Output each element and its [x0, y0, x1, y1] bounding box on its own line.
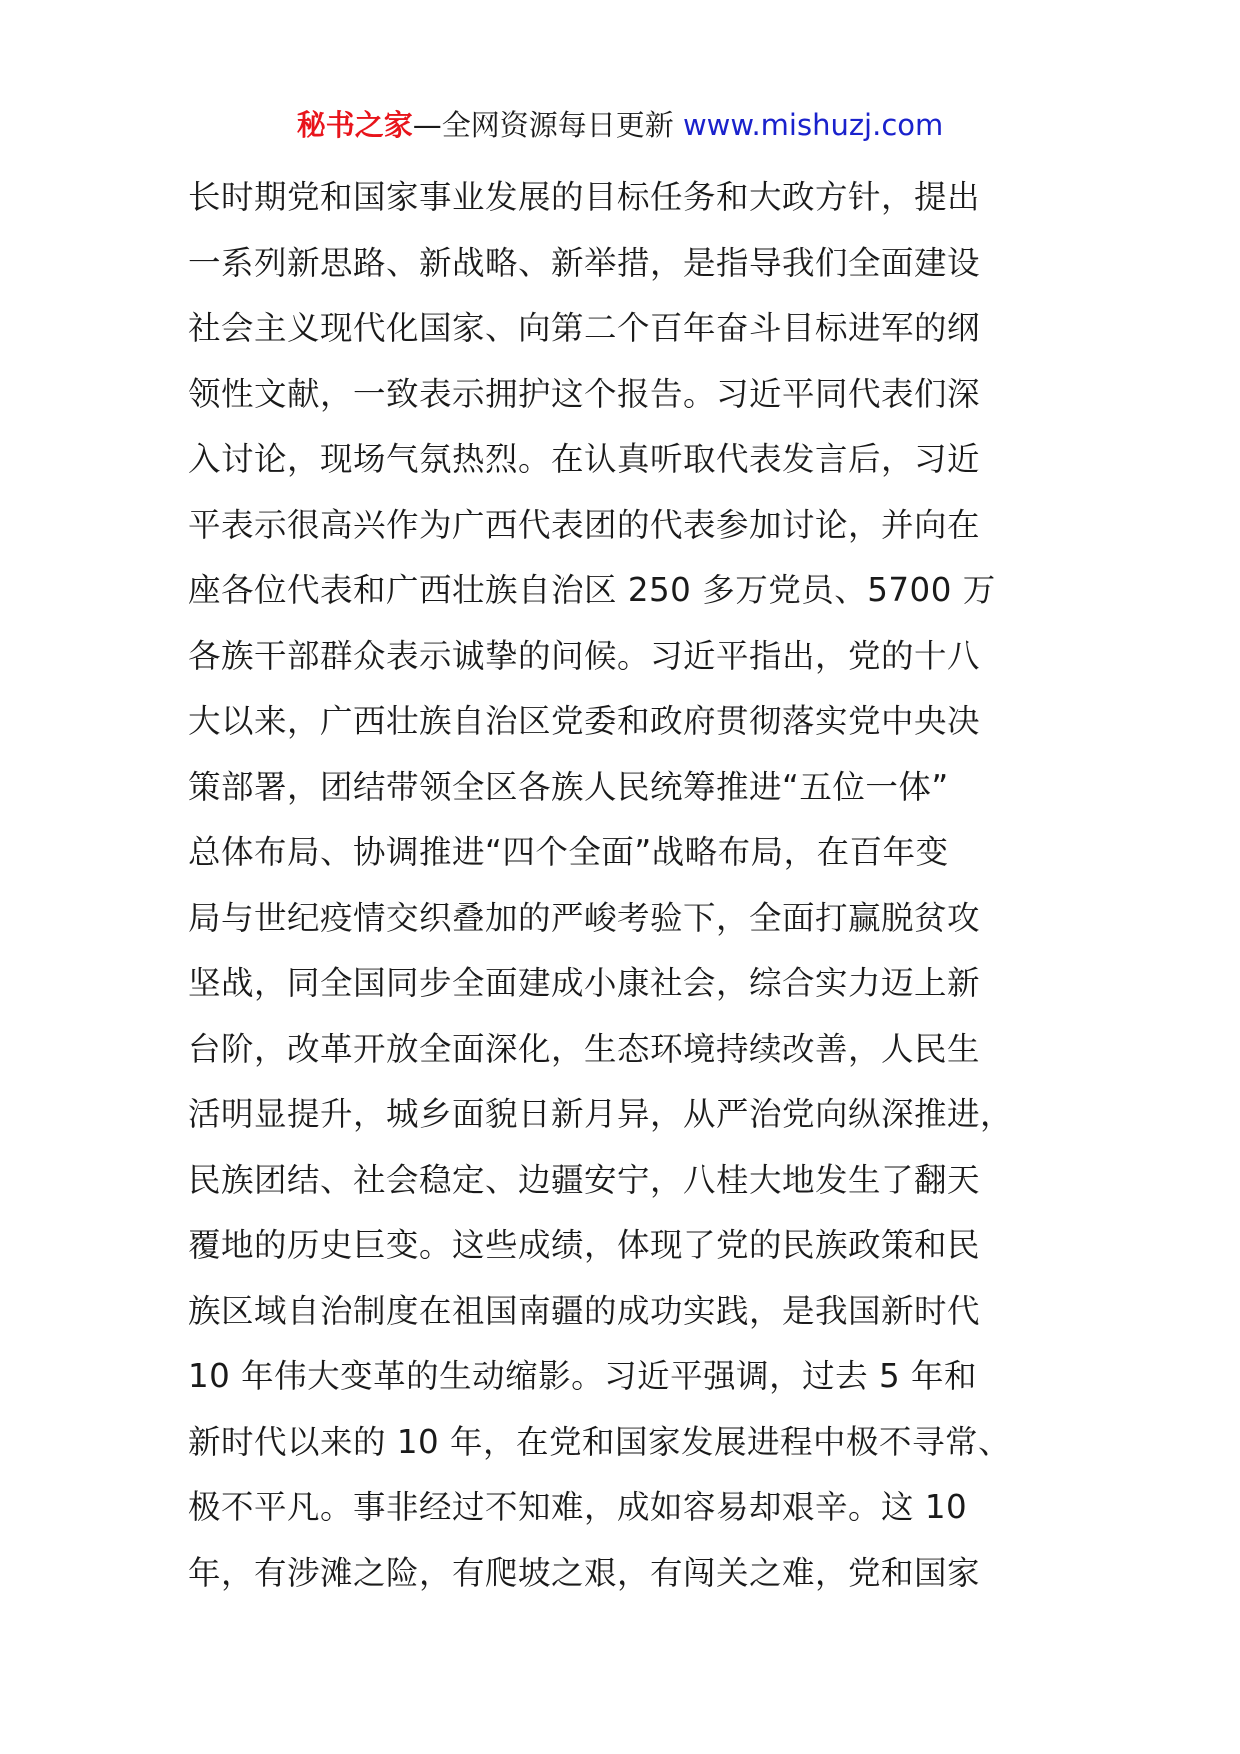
body-line: 领性文献，一致表示拥护这个报告。习近平同代表们深 [188, 374, 981, 413]
body-line: 民族团结、社会稳定、边疆安宁，八桂大地发生了翻天 [188, 1160, 981, 1199]
body-line: 座各位代表和广西壮族自治区 250 多万党员、5700 万 [188, 571, 996, 609]
body-line: 平表示很高兴作为广西代表团的代表参加讨论，并向在 [188, 505, 981, 544]
body-line: 活明显提升，城乡面貌日新月异，从严治党向纵深推进， [188, 1095, 1014, 1133]
brand-name: 秘书之家 [296, 108, 413, 142]
body-line: 策部署，团结带领全区各族人民统筹推进“五位一体” [188, 767, 949, 806]
article-body [188, 165, 1108, 1606]
site-url-link[interactable]: www.mishuzj.com [682, 108, 944, 142]
body-line: 长时期党和国家事业发展的目标任务和大政方针，提出 [188, 178, 981, 216]
body-line: 各族干部群众表示诚挚的问候。习近平指出，党的十八 [188, 636, 981, 675]
body-line: 大以来，广西壮族自治区党委和政府贯彻落实党中央决 [188, 702, 981, 740]
body-line: 台阶，改革开放全面深化，生态环境持续改善，人民生 [188, 1029, 981, 1068]
header-tagline: —全网资源每日更新 [412, 108, 683, 142]
body-line: 总体布局、协调推进“四个全面”战略布局，在百年变 [188, 833, 949, 871]
body-line: 年，有涉滩之险，有爬坡之艰，有闯关之难，党和国家 [188, 1553, 981, 1592]
body-line: 新时代以来的 10 年，在党和国家发展进程中极不寻常、 [188, 1422, 1012, 1461]
body-line: 极不平凡。事非经过不知难，成如容易却艰辛。这 10 [188, 1488, 968, 1526]
body-line: 坚战，同全国同步全面建成小康社会，综合实力迈上新 [188, 964, 981, 1002]
page-header [0, 103, 1240, 147]
body-line: 局与世纪疫情交织叠加的严峻考验下，全面打赢脱贫攻 [188, 898, 981, 937]
body-line: 10 年伟大变革的生动缩影。习近平强调，过去 5 年和 [188, 1357, 978, 1395]
body-line: 入讨论，现场气氛热烈。在认真听取代表发言后，习近 [188, 440, 981, 478]
body-line: 社会主义现代化国家、向第二个百年奋斗目标进军的纲 [188, 309, 981, 347]
body-line: 覆地的历史巨变。这些成绩，体现了党的民族政策和民 [188, 1226, 981, 1264]
body-line: 族区域自治制度在祖国南疆的成功实践，是我国新时代 [188, 1291, 981, 1330]
body-line: 一系列新思路、新战略、新举措，是指导我们全面建设 [188, 243, 981, 282]
